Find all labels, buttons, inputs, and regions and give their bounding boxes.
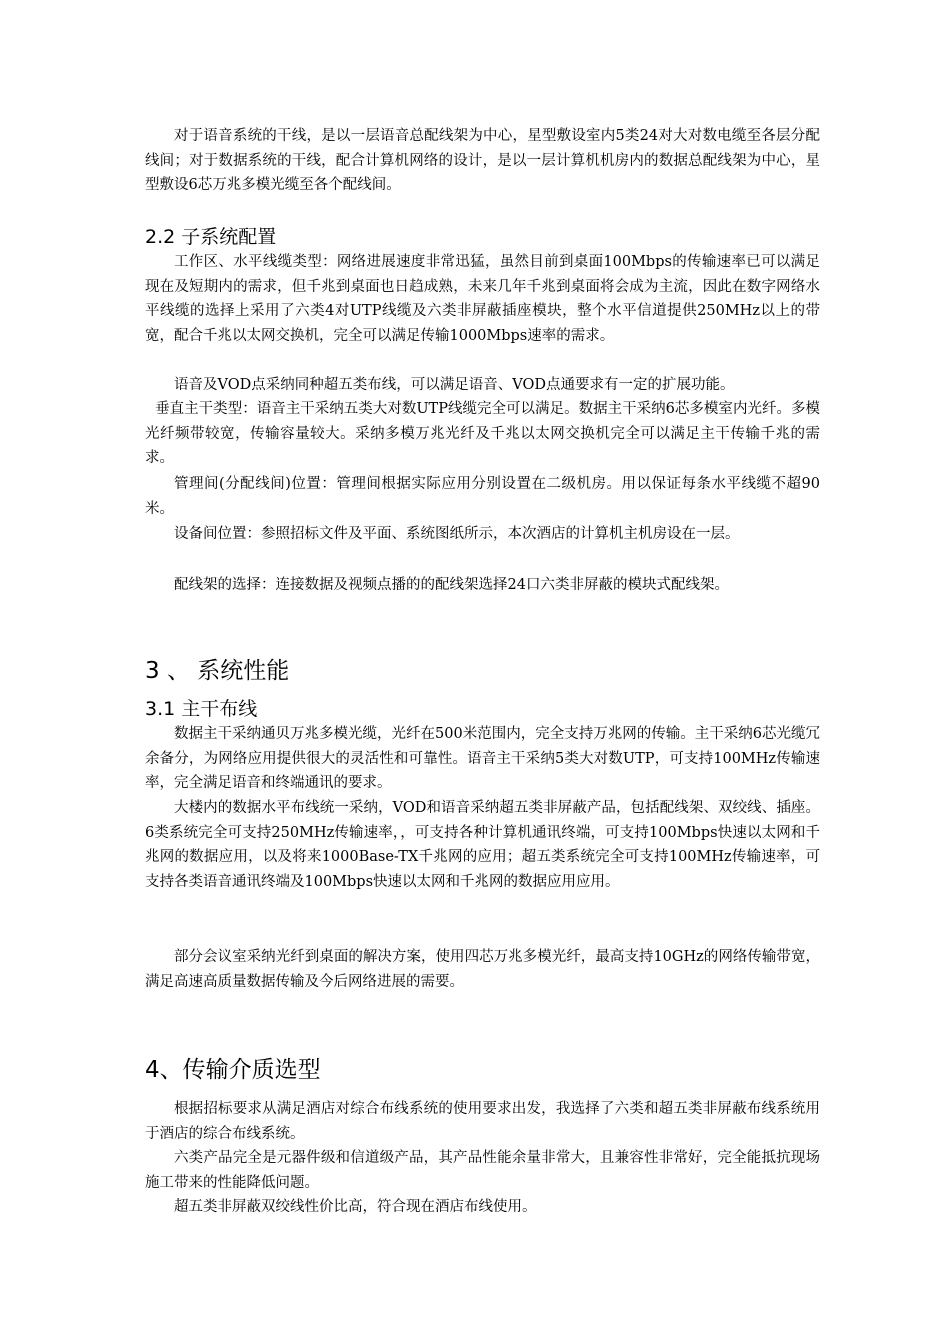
section-3-1-paragraph-1: 数据主干采纳通贝万兆多模光缆，光纤在500米范围内，完全支持万兆网的传输。主干采纳6芯光缆冗余备分，为网络应用提供很大的灵活性和可靠性。语音主干采纳5类大对数UTP，可支持100MHz传输速率，完全满足语音和终端通讯的要求。	[145, 726, 820, 791]
section-4-paragraph-1: 根据招标要求从满足酒店对综合布线系统的使用要求出发，我选择了六类和超五类非屏蔽布线系统用于酒店的综合布线系统。	[145, 1101, 820, 1142]
section-3-1-paragraph-2: 大楼内的数据水平布线统一采纳，VOD和语音采纳超五类非屏蔽产品，包括配线架、双绞线、插座。6类系统完全可支持250MHz传输速率，，可支持各种计算机通讯终端，可支持100Mbps快速以太网和千兆网的数据应用，以及将来1000Base-TX千兆网的应用；超五类系统完全可支持100MHz传输速率，可支持各类语音通讯终端及100Mbps快速以太网和千兆网的数据应用应用。	[145, 800, 820, 890]
section-2-2-paragraph-3: 垂直主干类型：语音主干采纳五类大对数UTP线缆完全可以满足。数据主干采纳6芯多模室内光纤。多模光纤频带较宽，传输容量较大。采纳多模万兆光纤及千兆以太网交换机完全可以满足主干传输千兆的需求。	[145, 401, 820, 466]
section-2-2-paragraph-2: 语音及VOD点采纳同种超五类布线，可以满足语音、VOD点通要求有一定的扩展功能。	[174, 377, 735, 393]
section-2-2-paragraph-1: 工作区、水平线缆类型：网络进展速度非常迅猛，虽然目前到桌面100Mbps的传输速率已可以满足现在及短期内的需求，但千兆到桌面也日趋成熟，未来几年千兆到桌面将会成为主流，因此在数字网络水平线缆的选择上采用了六类4对UTP线缆及六类非屏蔽插座模块，整个水平信道提供250MHz以上的带宽，配合千兆以太网交换机，完全可以满足传输1000Mbps速率的需求。	[145, 254, 820, 344]
section-3-1-heading: 3.1 主干布线	[145, 698, 258, 720]
section-2-2-paragraph-4: 管理间(分配线间)位置：管理间根据实际应用分别设置在二级机房。用以保证每条水平线缆不超90米。	[145, 476, 820, 517]
section-2-2-heading: 2.2 子系统配置	[145, 226, 277, 248]
section-3-heading: 3 、 系统性能	[145, 658, 290, 684]
section-4-paragraph-2: 六类产品完全是元器件级和信道级产品，其产品性能余量非常大，且兼容性非常好，完全能抵抗现场施工带来的性能降低问题。	[145, 1150, 820, 1191]
section-4-heading: 4、传输介质选型	[145, 1057, 321, 1083]
section-3-1-paragraph-3: 部分会议室采纳光纤到桌面的解决方案，使用四芯万兆多模光纤，最高支持10GHz的网络传输带宽，满足高速高质量数据传输及今后网络进展的需要。	[145, 949, 820, 990]
section-2-2-paragraph-5: 设备间位置：参照招标文件及平面、系统图纸所示，本次酒店的计算机主机房设在一层。	[174, 526, 740, 542]
section-2-2-paragraph-6: 配线架的选择：连接数据及视频点播的的配线架选择24口六类非屏蔽的模块式配线架。	[174, 577, 729, 593]
section-4-paragraph-3: 超五类非屏蔽双绞线性价比高，符合现在酒店布线使用。	[174, 1199, 537, 1215]
intro-paragraph: 对于语音系统的干线，是以一层语音总配线架为中心，星型敷设室内5类24对大对数电缆至各层分配线间；对于数据系统的干线，配合计算机网络的设计，是以一层计算机机房内的数据总配线架为中心，星型敷设6芯万兆多模光缆至各个配线间。	[145, 128, 820, 193]
